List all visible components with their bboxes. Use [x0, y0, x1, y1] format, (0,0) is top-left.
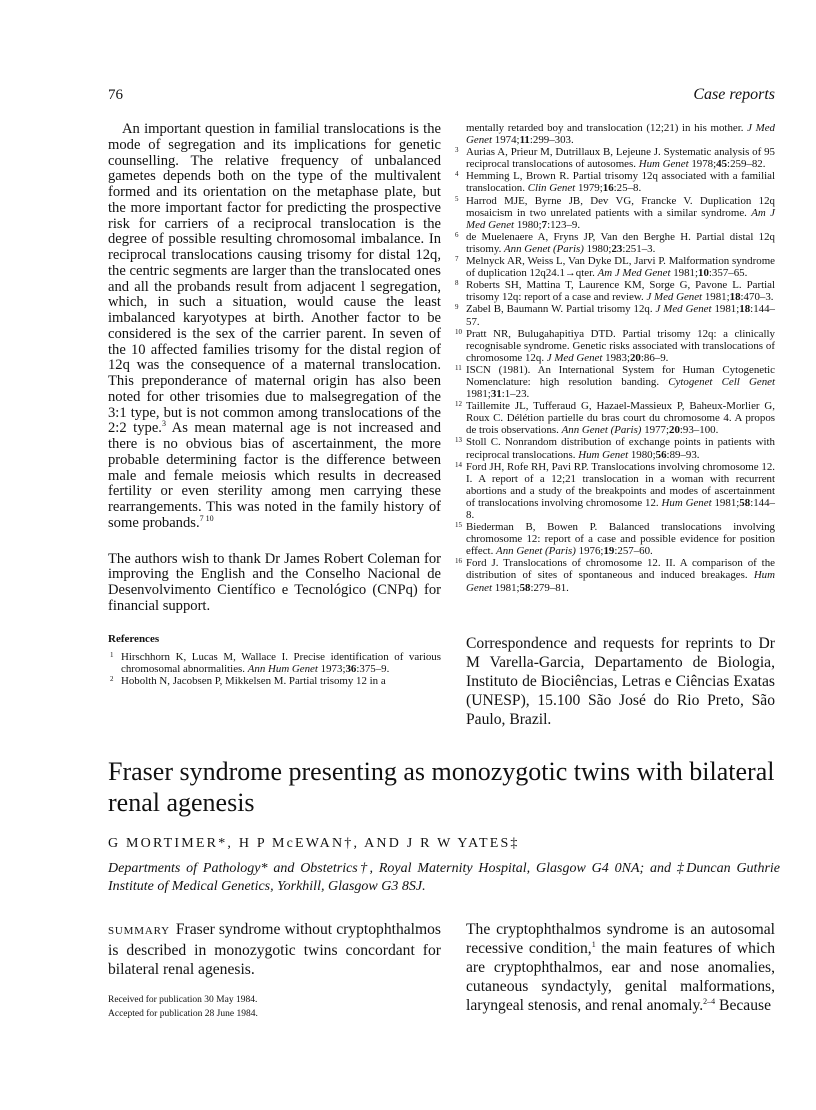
reference-item	[110, 650, 441, 675]
reference-number: 10	[455, 327, 462, 336]
reference-pages: :299–303.	[529, 134, 574, 147]
body-text	[108, 122, 441, 532]
right-column	[455, 116, 775, 729]
citation: 7 10	[199, 513, 214, 523]
reference-item	[455, 303, 775, 328]
reference-number: 5	[455, 194, 459, 203]
reference-year: 1977;	[644, 424, 669, 437]
reference-journal: Cytogenet Cell Genet	[668, 375, 775, 388]
reference-volume: 56	[655, 448, 667, 461]
reference-text: Roberts SH, Mattina T, Laurence KM, Sorge G, Pavone L. Partial trisomy 12q: report of a case and review.	[466, 279, 775, 304]
introduction	[466, 920, 775, 1015]
reference-volume: 31	[490, 388, 502, 401]
reference-text: Hirschhorn K, Lucas M, Wallace I. Precise identification of various chromosomal abnormalities.	[121, 650, 441, 675]
reference-number: 14	[455, 460, 462, 469]
reference-year: 1981;	[714, 496, 740, 509]
reference-text: Aurias A, Prieur M, Dutrillaux B, Lejeune J. Systematic analysis of 95 reciprocal translocations of autosomes.	[466, 146, 775, 171]
text: The cryptophthalmos syndrome is an autosomal recessive condition,	[466, 921, 775, 957]
reference-text: mentally retarded boy and translocation (12;21) in his mother.	[466, 122, 744, 134]
reference-year: 1981;	[494, 581, 520, 594]
reference-year: 1981;	[673, 267, 699, 280]
reference-journal: Ann Genet (Paris)	[561, 424, 642, 437]
reference-year: 1981;	[466, 388, 491, 401]
reference-volume: 45	[716, 158, 728, 171]
reference-pages: :1–23.	[501, 388, 530, 401]
references-heading: References	[108, 632, 160, 645]
reference-item	[110, 674, 441, 687]
reference-text: Hobolth N, Jacobsen P, Mikkelsen M. Partial trisomy 12 in a	[121, 674, 386, 687]
reference-pages: :279–81.	[530, 581, 569, 594]
previous-article-columns	[108, 116, 775, 756]
reference-volume: 18	[729, 291, 741, 304]
reference-text: Ford JH, Rofe RH, Pavi RP. Translocations involving chromosome 12. I. A report of a 12;21 translocation in a woman with recurrent abortions and a study of the breakpoints and modes of ascertainment of translocations involving chromosome 12.	[466, 460, 775, 509]
reference-text: Pratt NR, Bulugahapitiya DTD. Partial trisomy 12q: a clinically recognisable syndrome. Genetic risks associated with translocations of chromosome 12q.	[466, 327, 775, 364]
reference-text: Taillemite JL, Tufferaud G, Hazael-Massieux P, Baheux-Morlier G, Roux C. Délétion partielle du bras court du chromosome 4. A propos de trois observations.	[466, 400, 775, 437]
reference-journal: Hum Genet	[638, 158, 689, 171]
reference-year: 1978;	[691, 158, 717, 171]
reference-journal: Ann Genet (Paris)	[496, 545, 576, 558]
reference-volume: 11	[519, 134, 530, 147]
reference-text: Biederman B, Bowen P. Balanced translocations involving chromosome 12: report of a case and possible evidence for position effect.	[466, 521, 775, 558]
reference-journal: Ann Hum Genet	[247, 662, 318, 675]
summary-text: Fraser syndrome without cryptophthalmos is described in monozygotic twins concordant for bilateral renal agenesis.	[108, 921, 441, 978]
reference-item	[455, 557, 775, 594]
reference-text: Harrod MJE, Byrne JB, Dev VG, Francke V. Duplication 12q mosaicism in two unrelated patients with a similar syndrome.	[466, 194, 775, 219]
citation: 3	[161, 419, 166, 429]
reference-journal: J Med Genet	[546, 351, 603, 364]
reference-number: 2	[110, 674, 114, 683]
reference-item	[455, 400, 775, 437]
accepted-date: Accepted for publication 28 June 1984.	[108, 1009, 258, 1019]
reference-text: Melnyck AR, Weiss L, Van Dyke DL, Jarvi P. Malformation syndrome of duplication 12q24.1→qter.	[466, 255, 775, 280]
reference-pages: :257–60.	[614, 545, 653, 558]
reference-year: 1980;	[630, 448, 656, 461]
reference-journal: Ann Genet (Paris)	[504, 242, 584, 255]
reference-text: ISCN (1981). An International System for Human Cytogenetic Nomenclature: high resolution banding.	[466, 363, 775, 388]
publication-dates	[108, 993, 441, 1021]
reference-journal: J Med Genet	[655, 303, 712, 316]
reference-item	[455, 279, 775, 304]
reference-text: de Muelenaere A, Fryns JP, Van den Berghe H. Partial distal 12q trisomy.	[466, 230, 775, 255]
reference-item	[455, 363, 775, 401]
article-affiliation: Departments of Pathology* and Obstetrics†, Royal Maternity Hospital, Glasgow G4 0NA; and ‡Duncan Guthrie Institute of Medical Genetics, Yorkhill, Glasgow G3 8SJ.	[108, 861, 780, 894]
reference-year: 1983;	[605, 351, 630, 364]
article-columns	[108, 920, 775, 1021]
summary	[108, 920, 441, 979]
text: Because	[715, 997, 772, 1014]
reference-list-right	[455, 122, 775, 594]
reference-volume: 58	[739, 496, 751, 509]
reference-number: 16	[455, 557, 462, 566]
reference-item	[455, 194, 775, 231]
reference-pages: :375–9.	[356, 662, 390, 675]
article-authors: G MORTIMER*, H P McEWAN†, AND J R W YATES‡	[108, 836, 520, 851]
text: the main features of which are cryptophthalmos, ear and nose anomalies, cutaneous syndactyly, genital malformations, laryngeal stenosis, and renal anomaly.	[466, 940, 775, 1014]
reference-number: 3	[455, 146, 459, 155]
reference-item	[455, 170, 775, 195]
reference-journal: J Med Genet	[646, 291, 703, 304]
reference-number: 11	[455, 363, 462, 372]
reference-number: 12	[455, 400, 462, 409]
reference-volume: 20	[629, 351, 641, 364]
reference-journal: Am J Med Genet	[597, 267, 671, 280]
reference-text: Hemming L, Brown R. Partial trisomy 12q associated with a familial translocation.	[466, 170, 775, 195]
article-title: Fraser syndrome presenting as monozygotic twins with bilateral renal agenesis	[108, 757, 775, 817]
section-heading: Case reports	[693, 86, 775, 103]
received-date: Received for publication 30 May 1984.	[108, 995, 258, 1005]
reference-journal: Am J Med Genet	[466, 206, 775, 231]
page-number: 76	[108, 87, 123, 103]
reference-year: 1979;	[577, 182, 603, 195]
reference-pages: :89–93.	[666, 448, 700, 461]
reference-number: 15	[455, 521, 462, 530]
reference-volume: 19	[603, 545, 615, 558]
reference-volume: 16	[602, 182, 614, 195]
reference-year: 1974;	[494, 134, 520, 147]
reference-volume: 10	[698, 267, 709, 280]
reference-year: 1981;	[714, 303, 740, 316]
reference-year: 1976;	[578, 545, 604, 558]
reference-item	[455, 255, 775, 280]
reference-item	[455, 436, 775, 461]
reference-pages: :25–8.	[613, 182, 642, 195]
reference-number: 1	[110, 650, 114, 659]
paragraph	[108, 122, 441, 532]
reference-item	[455, 460, 775, 521]
citation: 2–4	[703, 996, 716, 1006]
reference-journal: Hum Genet	[466, 569, 775, 594]
summary-label: SUMMARY	[108, 925, 170, 937]
reference-item	[455, 230, 775, 255]
reference-pages: :144–57.	[466, 303, 775, 328]
reference-pages: :470–3.	[740, 291, 774, 304]
running-header	[108, 86, 775, 116]
reference-item	[455, 327, 775, 364]
correspondence: Correspondence and requests for reprints to Dr M Varella-Garcia, Departamento de Biologia, Instituto de Biociências, Letras e Ciências Exatas (UNESP), 15.100 São José do Rio Preto, São Paulo, Brazil.	[466, 634, 775, 728]
text: An important question in familial translocations is the mode of segregation and its implications for genetic counselling. The relative frequency of unbalanced gametes depends both on the type of the multivalent formed and its orientation on the metaphase plate, but the more important factor for predicting the prospective risk for carriers of a reciprocal translocation is the degree of possible resulting chromosomal imbalance. In reciprocal translocations causing trisomy for distal 12q, the centric segments are larger than the translocated ones and all the probands result from adjacent l segregation, which, in such a situation, would cause the least imbalanced karyotypes at birth. Another factor to be considered is the sex of the carrier parent. In seven of the 10 affected families trisomy for the distal region of 12q was the consequence of a maternal translocation. This preponderance of maternal origin has also been noted for other trisomies due to malsegregation of the 3:1 type, but is not common among translocations of the 2:2 type.	[108, 121, 441, 437]
reference-year: 1980;	[516, 218, 542, 231]
reference-pages: :86–9.	[640, 351, 669, 364]
reference-list-left	[108, 651, 441, 687]
reference-text: Stoll C. Nonrandom distribution of exchange points in patients with reciprocal translocations.	[466, 436, 775, 461]
reference-volume: 23	[611, 242, 623, 255]
reference-number: 9	[455, 303, 459, 312]
reference-item	[466, 122, 775, 146]
reference-volume: 58	[519, 581, 531, 594]
reference-journal: J Med Genet	[466, 122, 775, 147]
reference-journal: Clin Genet	[527, 182, 576, 195]
citation: 1	[591, 939, 596, 949]
reference-year: 1980;	[586, 242, 612, 255]
acknowledgement: The authors wish to thank Dr James Robert Coleman for improving the English and the Conselho Nacional de Desenvolvimento Científico e Tecnológico (CNPq) for financial support.	[108, 550, 441, 614]
reference-journal: Hum Genet	[661, 496, 712, 509]
reference-pages: :144–8.	[466, 496, 775, 521]
reference-volume: 20	[669, 424, 680, 437]
reference-pages: :259–82.	[727, 158, 766, 171]
reference-volume: 36	[345, 662, 357, 675]
left-column	[108, 116, 441, 687]
reference-item	[455, 521, 775, 558]
reference-text: Zabel B, Baumann W. Partial trisomy 12q.	[466, 303, 653, 316]
text: As mean maternal age is not increased and there is no obvious bias of ascertainment, the more probable determining factor is the difference between male and female meiosis which results in decreased fertility or even sterility among men carrying these rearrangements. This was noted in the family history of some probands.	[108, 420, 441, 531]
reference-text: Ford J. Translocations of chromosome 12. II. A comparison of the distribution of sites of spontaneous and induced breakages.	[466, 557, 775, 582]
reference-pages: :123–9.	[547, 218, 581, 231]
reference-number: 8	[455, 279, 459, 288]
reference-item	[455, 146, 775, 171]
reference-number: 7	[455, 255, 459, 264]
reference-volume: 18	[739, 303, 751, 316]
reference-number: 6	[455, 230, 459, 239]
reference-pages: :357–65.	[708, 267, 748, 280]
reference-number: 4	[455, 170, 459, 179]
left-column	[108, 920, 441, 1021]
reference-number: 13	[455, 436, 462, 445]
reference-year: 1981;	[704, 291, 730, 304]
reference-journal: Hum Genet	[578, 448, 629, 461]
reference-year: 1973;	[320, 662, 346, 675]
reference-volume: 7	[541, 218, 548, 231]
reference-pages: :93–100.	[679, 424, 719, 437]
reference-pages: :251–3.	[622, 242, 656, 255]
